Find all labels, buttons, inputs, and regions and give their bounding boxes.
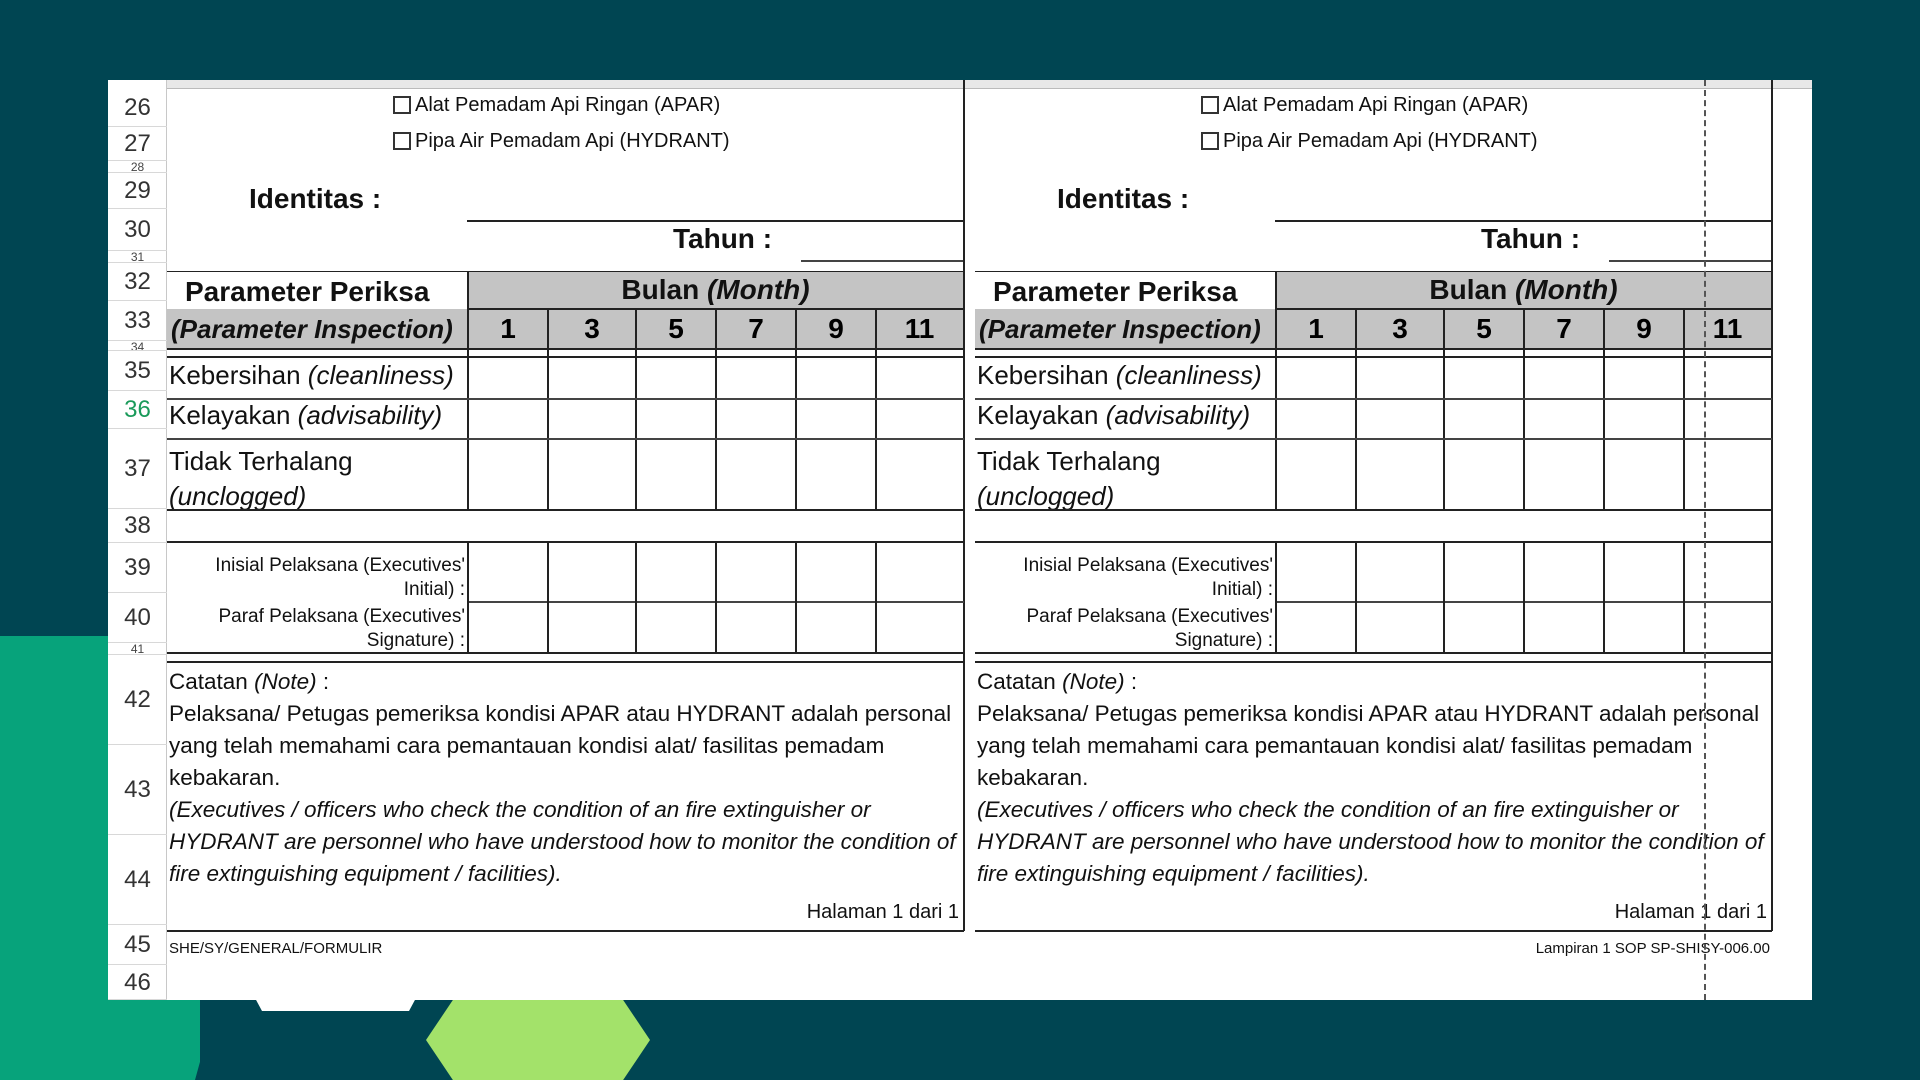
row-number[interactable]: 30 [108, 209, 167, 251]
row-number[interactable]: 46 [108, 965, 167, 1000]
checkbox-hydrant[interactable] [393, 132, 411, 150]
param-cleanliness [977, 360, 1262, 391]
row-number[interactable]: 34 [108, 341, 167, 351]
note-en-label: (Executives / officers who check the condition of an fire extinguisher or HYDRANT are personnel who have understood how to monitor the condition of fire extinguishing equipment / facilities). [169, 797, 956, 886]
note-en-label: (Executives / officers who check the condition of an fire extinguisher or HYDRANT are personnel who have understood how to monitor the condition of fire extinguishing equipment / facilities). [977, 797, 1764, 886]
signature-bottom-border [167, 652, 964, 654]
note-text-id: Pelaksana/ Petugas pemeriksa kondisi APAR atau HYDRANT adalah personal yang telah memahami cara pemantauan kondisi alat/ fasilitas pemadam kebakaran. [977, 701, 1760, 790]
row-number[interactable]: 27 [108, 127, 167, 161]
inspection-form-right [975, 80, 1812, 1000]
body-bottom-border [167, 509, 964, 511]
param-advisability [169, 400, 442, 431]
notes-top-border [167, 661, 964, 663]
month-1: 1 [500, 313, 516, 344]
month-en-label: (Month) [706, 274, 810, 305]
body-top-border [975, 356, 1772, 358]
param-unclogged: Tidak Terhalang [977, 446, 1161, 476]
identitas-line [467, 220, 964, 222]
identitas-label: Identitas : [1057, 183, 1190, 214]
month-1: 1 [1308, 313, 1324, 344]
checkbox-apar[interactable] [393, 96, 411, 114]
header-bottom-border [167, 348, 964, 350]
initial-label: Inisial Pelaksana (Executives' Initial) : [1023, 555, 1273, 600]
row-number[interactable]: 37 [108, 429, 167, 509]
note-text-en [977, 794, 1767, 890]
note-text-en [169, 794, 959, 890]
catatan-label: Catatan [977, 669, 1056, 694]
checkbox-apar-row[interactable] [1201, 94, 1528, 117]
spreadsheet-view [108, 80, 1812, 1000]
row-number[interactable]: 36 [108, 391, 167, 429]
note-label: (Note) [254, 669, 317, 694]
checkbox-apar-row[interactable] [393, 94, 720, 117]
row-number[interactable]: 32 [108, 263, 167, 301]
month-5: 5 [1476, 313, 1492, 344]
param-header: Parameter Periksa [185, 276, 430, 307]
decorative-dark-shape [200, 1000, 430, 1080]
apar-label: Alat Pemadam Api Ringan (APAR) [415, 94, 721, 116]
notes-top-border [975, 661, 1772, 663]
param-unclogged-en [977, 481, 1114, 512]
row-number[interactable]: 42 [108, 655, 167, 745]
note-text-id: Pelaksana/ Petugas pemeriksa kondisi APAR atau HYDRANT adalah personal yang telah memahami cara pemantauan kondisi alat/ fasilitas pemadam kebakaran. [169, 701, 952, 790]
colon-label: : [1124, 669, 1138, 694]
month-7: 7 [1556, 313, 1572, 344]
form-bottom-border [975, 930, 1772, 932]
month-9: 9 [1636, 313, 1652, 344]
row-number[interactable]: 44 [108, 835, 167, 925]
checkbox-hydrant-row[interactable] [393, 130, 730, 153]
signature-top-border [167, 541, 964, 543]
row-headers [108, 80, 167, 1000]
body-bottom-border [975, 509, 1772, 511]
p2-label: Kelayakan [169, 400, 291, 430]
catatan-heading [977, 666, 1767, 698]
tahun-label: Tahun : [1481, 223, 1581, 254]
bulan-header [1276, 274, 1771, 306]
tahun-line [1609, 260, 1772, 262]
signature-top-border [975, 541, 1772, 543]
row-number[interactable]: 33 [108, 301, 167, 341]
month-5: 5 [668, 313, 684, 344]
month-3: 3 [584, 313, 600, 344]
checkbox-hydrant[interactable] [1201, 132, 1219, 150]
apar-label: Alat Pemadam Api Ringan (APAR) [1223, 94, 1529, 116]
header-bottom-border [975, 348, 1772, 350]
initial-label: Inisial Pelaksana (Executives' Initial) : [215, 555, 465, 600]
bulan-label: Bulan [1429, 274, 1508, 305]
p3-en-label: (unclogged) [977, 481, 1115, 511]
body-top-border [167, 356, 964, 358]
checkbox-hydrant-row[interactable] [1201, 130, 1538, 153]
row-number[interactable]: 26 [108, 89, 167, 127]
p2-en-label: (advisability) [1105, 400, 1251, 430]
param-unclogged-en [169, 481, 306, 512]
form-right-border [1771, 80, 1773, 931]
month-7: 7 [748, 313, 764, 344]
param-unclogged: Tidak Terhalang [169, 446, 353, 476]
row-number[interactable]: 31 [108, 251, 167, 263]
p2-en-label: (advisability) [297, 400, 443, 430]
month-9: 9 [828, 313, 844, 344]
row-number[interactable]: 35 [108, 351, 167, 391]
form-right-border [963, 80, 965, 931]
paraf-label: Paraf Pelaksana (Executives' Signature) : [218, 606, 465, 651]
row-number[interactable]: 45 [108, 925, 167, 965]
row-number[interactable]: 28 [108, 161, 167, 173]
param-header-en: (Parameter Inspection) [979, 314, 1261, 344]
footer-attachment-code: Lampiran 1 SOP SP-SHISY-006.00 [1535, 940, 1770, 957]
signature-bottom-border [975, 652, 1772, 654]
p2-label: Kelayakan [977, 400, 1099, 430]
inspection-form-left [167, 80, 1062, 1000]
note-label: (Note) [1062, 669, 1125, 694]
param-header-en: (Parameter Inspection) [171, 314, 453, 344]
p1-label: Kebersihan [977, 360, 1109, 390]
month-11: 11 [1712, 313, 1743, 344]
row-number[interactable]: 38 [108, 509, 167, 543]
row-number[interactable]: 29 [108, 173, 167, 209]
identitas-line [1275, 220, 1772, 222]
page-number: Halaman 1 dari 1 [806, 901, 959, 923]
form-bottom-border [167, 930, 964, 932]
row-number[interactable]: 39 [108, 543, 167, 593]
row-number[interactable]: 43 [108, 745, 167, 835]
catatan-label: Catatan [169, 669, 248, 694]
decorative-lime-hexagon [426, 1000, 650, 1080]
p1-en-label: (cleanliness) [1115, 360, 1262, 390]
page-break-line [1704, 80, 1706, 1000]
p1-label: Kebersihan [169, 360, 301, 390]
bulan-label: Bulan [621, 274, 700, 305]
footer-form-code: SHE/SY/GENERAL/FORMULIR [169, 940, 383, 957]
page-number: Halaman 1 dari 1 [1614, 901, 1767, 923]
p3-en-label: (unclogged) [169, 481, 307, 511]
checkbox-apar[interactable] [1201, 96, 1219, 114]
tahun-line [801, 260, 964, 262]
param-advisability [977, 400, 1250, 431]
month-3: 3 [1392, 313, 1408, 344]
colon-label: : [316, 669, 330, 694]
row-number[interactable]: 41 [108, 643, 167, 655]
hydrant-label: Pipa Air Pemadam Api (HYDRANT) [1223, 130, 1538, 152]
paraf-label: Paraf Pelaksana (Executives' Signature) : [1026, 606, 1273, 651]
month-en-label: (Month) [1514, 274, 1618, 305]
bulan-header [468, 274, 963, 306]
catatan-heading [169, 666, 959, 698]
param-cleanliness [169, 360, 454, 391]
identitas-label: Identitas : [249, 183, 382, 214]
param-header: Parameter Periksa [993, 276, 1238, 307]
month-11: 11 [904, 313, 935, 344]
p1-en-label: (cleanliness) [307, 360, 454, 390]
hydrant-label: Pipa Air Pemadam Api (HYDRANT) [415, 130, 730, 152]
row-number[interactable]: 40 [108, 593, 167, 643]
tahun-label: Tahun : [673, 223, 773, 254]
